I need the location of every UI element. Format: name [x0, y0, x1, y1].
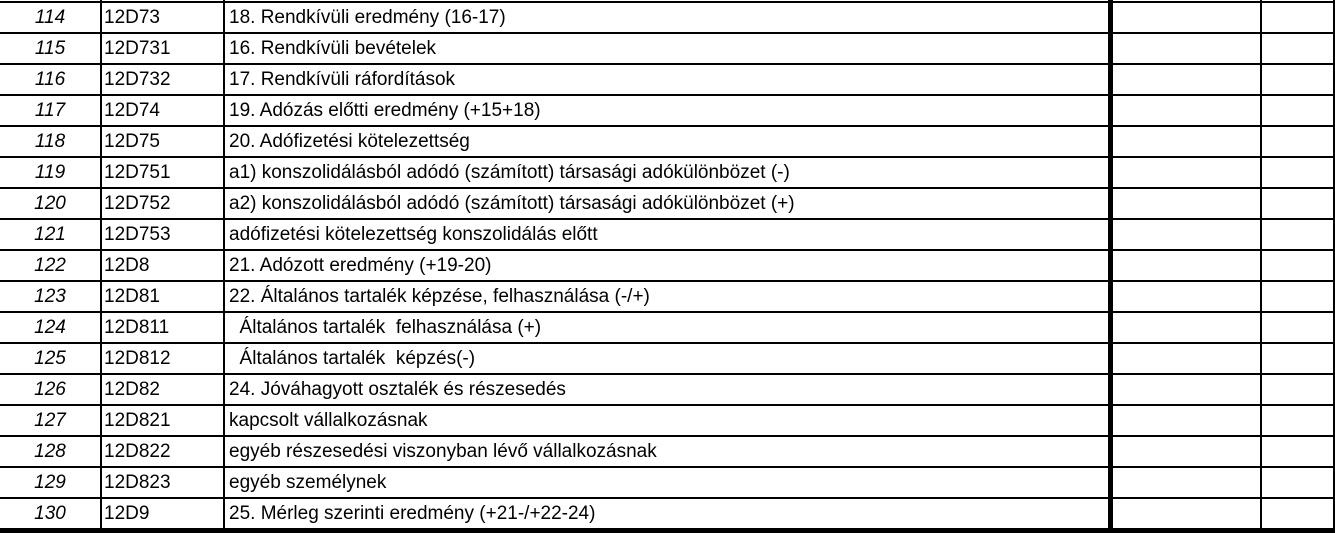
row-number: 117 — [34, 100, 66, 121]
row-divider — [0, 187, 1335, 189]
value-cell-1 — [1117, 467, 1260, 498]
row-divider — [0, 156, 1335, 158]
row-divider — [0, 94, 1335, 96]
column-divider — [1108, 0, 1113, 533]
row-number: 118 — [34, 131, 66, 152]
table-row — [0, 343, 1335, 374]
row-divider — [0, 311, 1335, 313]
row-label: 16. Rendkívüli bevételek — [229, 38, 437, 59]
row-number: 127 — [34, 410, 66, 431]
row-divider — [0, 528, 1335, 533]
value-cell-2 — [1265, 498, 1335, 529]
row-divider — [0, 373, 1335, 375]
row-label: 21. Adózott eredmény (+19-20) — [229, 255, 492, 276]
table-row — [0, 2, 1335, 33]
row-code: 12D73 — [104, 7, 160, 28]
row-label: adófizetési kötelezettség konszolidálás előtt — [229, 224, 598, 245]
table-row — [0, 188, 1335, 219]
table-row — [0, 95, 1335, 126]
row-divider — [0, 249, 1335, 251]
column-divider — [223, 0, 225, 533]
table-row — [0, 467, 1335, 498]
value-cell-2 — [1265, 405, 1335, 436]
table-row — [0, 250, 1335, 281]
value-cell-1 — [1117, 312, 1260, 343]
row-number: 130 — [34, 503, 66, 524]
table-row — [0, 374, 1335, 405]
row-number: 121 — [34, 224, 66, 245]
value-cell-1 — [1117, 343, 1260, 374]
value-cell-1 — [1117, 2, 1260, 33]
row-number: 114 — [34, 7, 66, 28]
row-code: 12D812 — [104, 348, 171, 369]
row-number: 120 — [34, 193, 66, 214]
row-divider — [0, 1, 1335, 3]
row-number: 119 — [34, 162, 66, 183]
value-cell-1 — [1117, 374, 1260, 405]
row-label: a2) konszolidálásból adódó (számított) társasági adókülönbözet (+) — [229, 193, 795, 214]
row-code: 12D75 — [104, 131, 160, 152]
value-cell-1 — [1117, 188, 1260, 219]
row-code: 12D822 — [104, 441, 171, 462]
row-number: 126 — [34, 379, 66, 400]
row-divider — [0, 466, 1335, 468]
value-cell-1 — [1117, 126, 1260, 157]
row-number: 116 — [34, 69, 66, 90]
row-label: egyéb személynek — [229, 472, 387, 493]
row-number: 128 — [34, 441, 66, 462]
row-code: 12D731 — [104, 38, 171, 59]
table-row — [0, 312, 1335, 343]
row-divider — [0, 218, 1335, 220]
row-code: 12D751 — [104, 162, 171, 183]
value-cell-2 — [1265, 64, 1335, 95]
value-cell-2 — [1265, 2, 1335, 33]
row-code: 12D811 — [104, 317, 170, 338]
row-number: 125 — [34, 348, 66, 369]
row-label: a1) konszolidálásból adódó (számított) társasági adókülönbözet (-) — [229, 162, 790, 183]
row-code: 12D8 — [104, 255, 150, 276]
row-number: 115 — [34, 38, 66, 59]
column-divider — [100, 0, 102, 533]
row-label: 20. Adófizetési kötelezettség — [229, 131, 470, 152]
row-number: 122 — [34, 255, 66, 276]
table-row — [0, 126, 1335, 157]
row-code: 12D823 — [104, 472, 171, 493]
value-cell-1 — [1117, 95, 1260, 126]
row-divider — [0, 280, 1335, 282]
row-label: Általános tartalék képzés(-) — [229, 348, 476, 369]
table-row — [0, 498, 1335, 529]
value-cell-2 — [1265, 188, 1335, 219]
value-cell-2 — [1265, 250, 1335, 281]
table-row — [0, 33, 1335, 64]
row-code: 12D821 — [104, 410, 171, 431]
row-label: 25. Mérleg szerinti eredmény (+21-/+22-24) — [229, 503, 596, 524]
row-divider — [0, 125, 1335, 127]
row-number: 124 — [34, 317, 66, 338]
row-number: 123 — [34, 286, 66, 307]
value-cell-1 — [1117, 281, 1260, 312]
row-divider — [0, 63, 1335, 65]
row-label: 24. Jóváhagyott osztalék és részesedés — [229, 379, 566, 400]
row-label: Általános tartalék felhasználása (+) — [229, 317, 542, 338]
row-label: 19. Adózás előtti eredmény (+15+18) — [229, 100, 541, 121]
row-code: 12D752 — [104, 193, 171, 214]
row-divider — [0, 32, 1335, 34]
row-divider — [0, 497, 1335, 499]
row-code: 12D753 — [104, 224, 171, 245]
value-cell-1 — [1117, 436, 1260, 467]
value-cell-2 — [1265, 157, 1335, 188]
value-cell-1 — [1117, 498, 1260, 529]
table-row — [0, 157, 1335, 188]
value-cell-1 — [1117, 33, 1260, 64]
row-code: 12D732 — [104, 69, 171, 90]
value-cell-1 — [1117, 64, 1260, 95]
row-code: 12D81 — [104, 286, 160, 307]
value-cell-1 — [1117, 157, 1260, 188]
value-cell-2 — [1265, 343, 1335, 374]
table-row — [0, 405, 1335, 436]
table-row — [0, 64, 1335, 95]
row-divider — [0, 342, 1335, 344]
value-cell-2 — [1265, 467, 1335, 498]
value-cell-2 — [1265, 219, 1335, 250]
row-label: 22. Általános tartalék képzése, felhasználása (-/+) — [229, 286, 650, 307]
value-cell-1 — [1117, 405, 1260, 436]
row-number: 129 — [34, 472, 66, 493]
value-cell-1 — [1117, 219, 1260, 250]
row-divider — [0, 404, 1335, 406]
column-divider — [1260, 0, 1262, 533]
row-label: 17. Rendkívüli ráfordítások — [229, 69, 456, 90]
value-cell-2 — [1265, 436, 1335, 467]
value-cell-2 — [1265, 33, 1335, 64]
table-row — [0, 281, 1335, 312]
row-label: egyéb részesedési viszonyban lévő vállalkozásnak — [229, 441, 657, 462]
value-cell-2 — [1265, 126, 1335, 157]
row-label: kapcsolt vállalkozásnak — [229, 410, 428, 431]
table-row — [0, 219, 1335, 250]
row-code: 12D74 — [104, 100, 160, 121]
value-cell-2 — [1265, 312, 1335, 343]
table-row — [0, 436, 1335, 467]
value-cell-2 — [1265, 374, 1335, 405]
value-cell-2 — [1265, 95, 1335, 126]
row-label: 18. Rendkívüli eredmény (16-17) — [229, 7, 506, 28]
row-divider — [0, 435, 1335, 437]
value-cell-1 — [1117, 250, 1260, 281]
row-code: 12D9 — [104, 503, 150, 524]
value-cell-2 — [1265, 281, 1335, 312]
row-code: 12D82 — [104, 379, 160, 400]
